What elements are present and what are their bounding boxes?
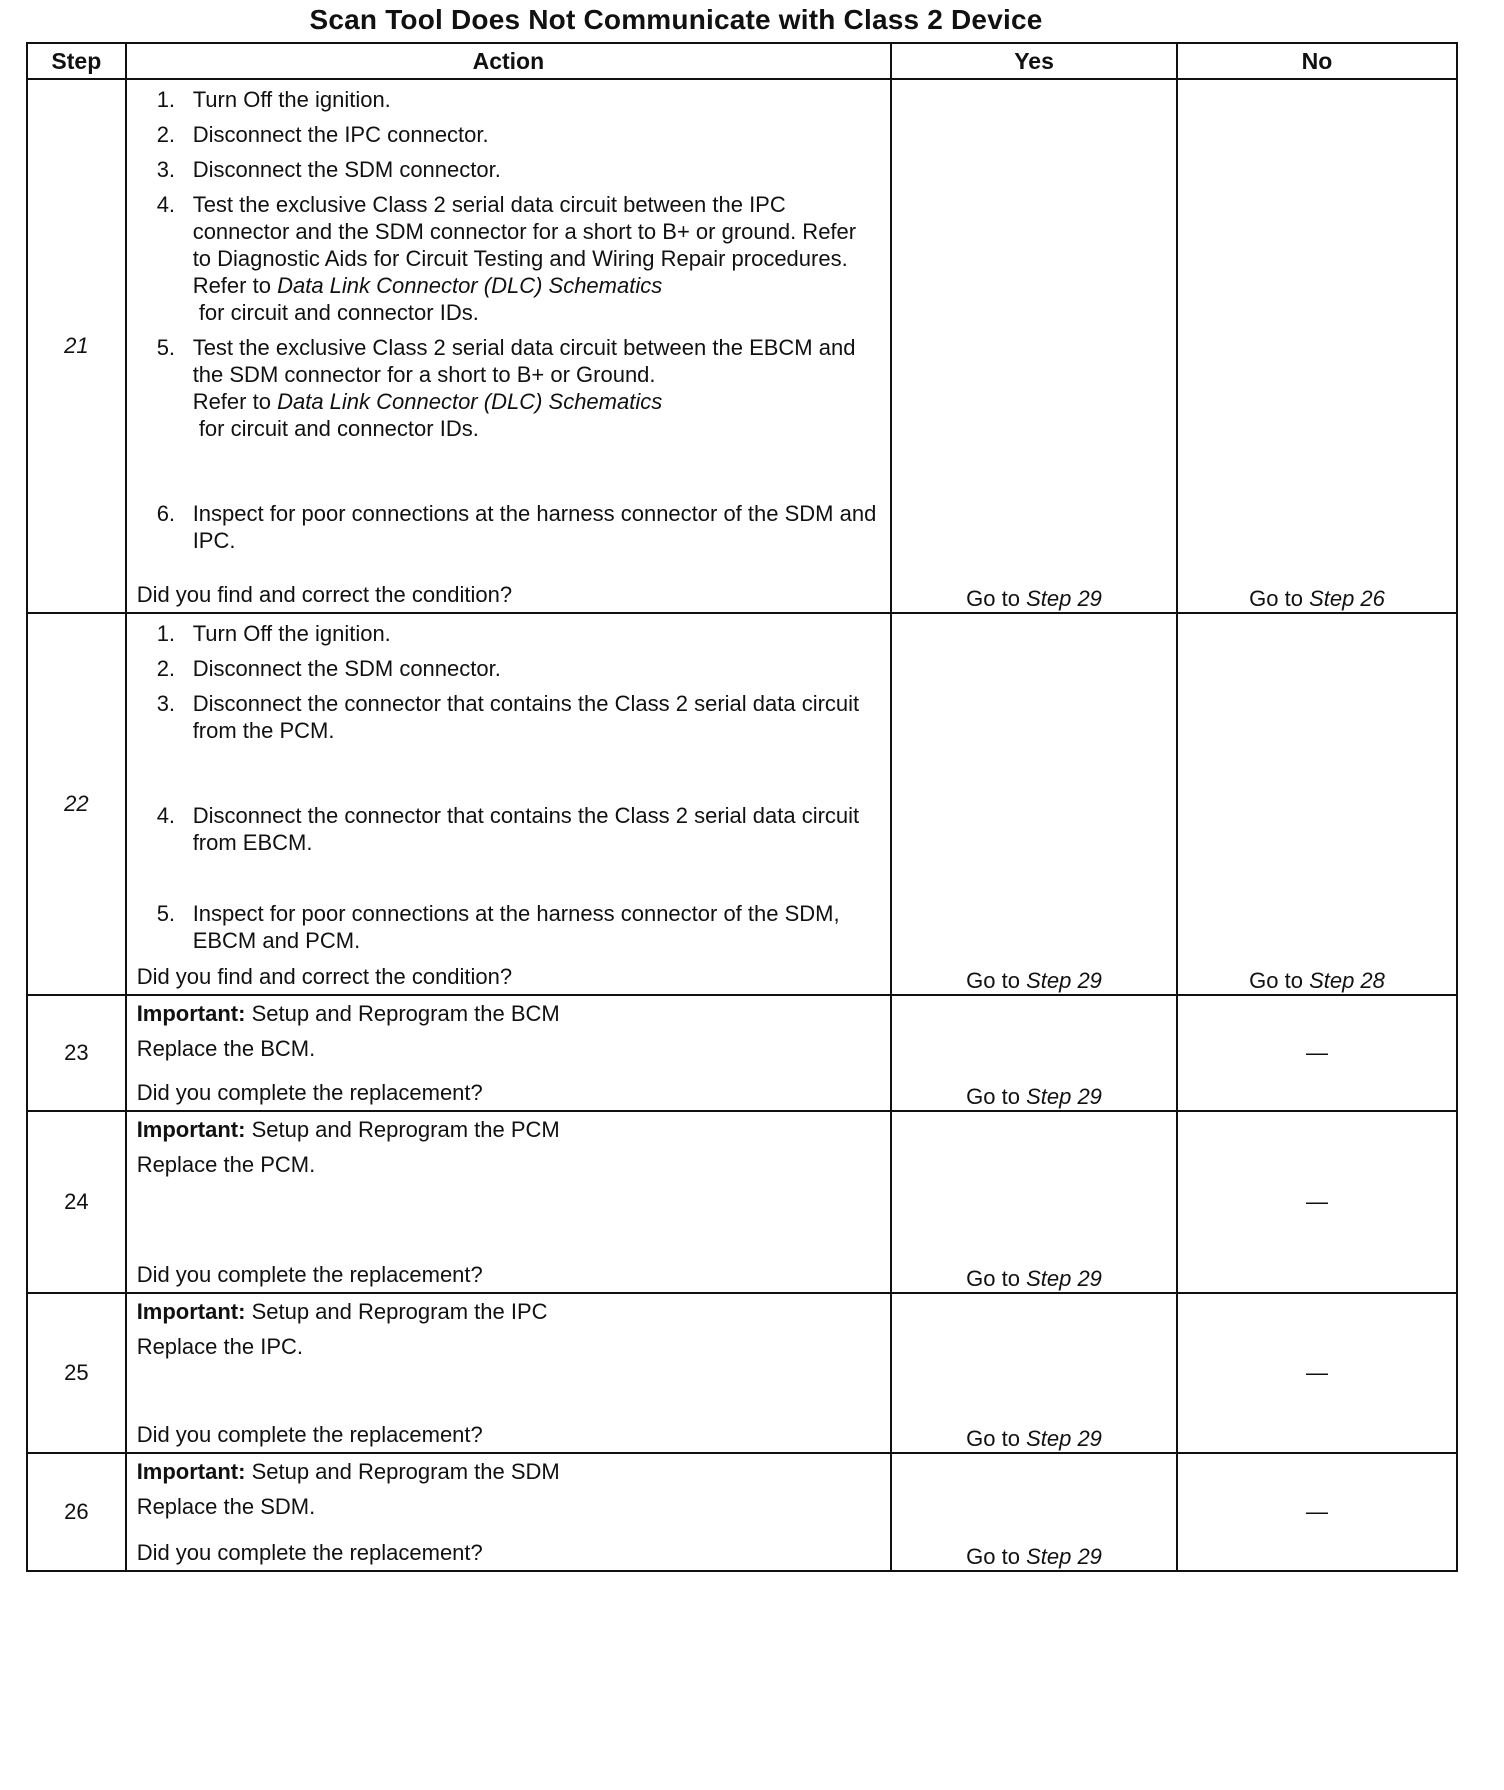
yes-cell: Go to Step 29	[891, 995, 1177, 1111]
yes-cell: Go to Step 29	[891, 1453, 1177, 1571]
schematic-reference: Data Link Connector (DLC) Schematics	[277, 389, 663, 414]
table-row-step-23	[27, 995, 1457, 1111]
action-list	[127, 614, 890, 954]
list-item: 1. Turn Off the ignition.	[156, 621, 391, 646]
replace-instruction: Replace the PCM.	[136, 1152, 316, 1177]
important-note: Important: Setup and Reprogram the BCM	[136, 1001, 560, 1026]
list-item: 3. Disconnect the connector that contains the Class 2 serial data circuit from the PCM.	[156, 691, 860, 743]
table-row-step-21	[27, 79, 1457, 613]
table-row-step-25	[27, 1293, 1457, 1453]
question-text: Did you complete the replacement?	[136, 1080, 483, 1105]
yes-cell: Go to Step 29	[891, 1111, 1177, 1293]
header-step: Step	[27, 43, 126, 79]
header-yes: Yes	[891, 43, 1177, 79]
diagnostic-table	[26, 42, 1458, 1572]
replace-instruction: Replace the BCM.	[136, 1036, 316, 1061]
list-item: 5. Test the exclusive Class 2 serial data circuit between the EBCM and the SDM connector for a short to B+ or Ground. Refer to Data Link Connector (DLC) Schematics for circuit and connector IDs.	[156, 335, 856, 441]
yes-cell: Go to Step 29	[891, 79, 1177, 613]
important-note: Important: Setup and Reprogram the IPC	[136, 1299, 548, 1324]
yes-cell: Go to Step 29	[891, 1293, 1177, 1453]
action-cell	[126, 995, 891, 1111]
question-text: Did you find and correct the condition?	[136, 582, 513, 607]
step-number: 25	[27, 1293, 126, 1453]
action-cell	[126, 79, 891, 613]
important-note: Important: Setup and Reprogram the SDM	[136, 1459, 560, 1484]
no-cell: —	[1177, 1293, 1457, 1453]
table-row-step-22	[27, 613, 1457, 995]
page-title: Scan Tool Does Not Communicate with Class 2 Device	[309, 4, 1043, 35]
list-item: 2. Disconnect the SDM connector.	[156, 656, 501, 681]
no-cell: Go to Step 28	[1177, 613, 1457, 995]
list-item: 3. Disconnect the SDM connector.	[156, 157, 501, 182]
list-item: 6. Inspect for poor connections at the harness connector of the SDM and IPC.	[156, 501, 877, 553]
question-text: Did you find and correct the condition?	[136, 964, 513, 989]
action-list	[127, 80, 890, 554]
header-action: Action	[126, 43, 891, 79]
question-text: Did you complete the replacement?	[136, 1422, 483, 1447]
list-item: 5. Inspect for poor connections at the harness connector of the SDM, EBCM and PCM.	[156, 901, 840, 953]
schematic-reference: Data Link Connector (DLC) Schematics	[277, 273, 663, 298]
step-number: 26	[27, 1453, 126, 1571]
header-no: No	[1177, 43, 1457, 79]
action-cell	[126, 613, 891, 995]
important-note: Important: Setup and Reprogram the PCM	[136, 1117, 560, 1142]
list-item: 2. Disconnect the IPC connector.	[156, 122, 489, 147]
no-cell: —	[1177, 995, 1457, 1111]
table-row-step-26	[27, 1453, 1457, 1571]
yes-cell: Go to Step 29	[891, 613, 1177, 995]
action-cell	[126, 1453, 891, 1571]
replace-instruction: Replace the IPC.	[136, 1334, 303, 1359]
list-item: 4. Disconnect the connector that contains the Class 2 serial data circuit from EBCM.	[156, 803, 860, 855]
step-number: 23	[27, 995, 126, 1111]
question-text: Did you complete the replacement?	[136, 1262, 483, 1287]
no-cell: —	[1177, 1111, 1457, 1293]
list-item: 4. Test the exclusive Class 2 serial data circuit between the IPC connector and the SDM connector for a short to B+ or ground. Refer to Diagnostic Aids for Circuit Testing and Wiring Repair procedures. Refer to Data Link Connector (DLC) Schematics for circuit and connector IDs.	[156, 192, 857, 325]
no-cell: —	[1177, 1453, 1457, 1571]
question-text: Did you complete the replacement?	[136, 1540, 483, 1565]
replace-instruction: Replace the SDM.	[136, 1494, 316, 1519]
list-item: 1. Turn Off the ignition.	[156, 87, 391, 112]
action-cell	[126, 1293, 891, 1453]
step-number: 22	[27, 613, 126, 995]
table-header-row	[27, 43, 1457, 79]
no-cell: Go to Step 26	[1177, 79, 1457, 613]
step-number: 24	[27, 1111, 126, 1293]
step-number: 21	[27, 79, 126, 613]
action-cell	[126, 1111, 891, 1293]
table-row-step-24	[27, 1111, 1457, 1293]
